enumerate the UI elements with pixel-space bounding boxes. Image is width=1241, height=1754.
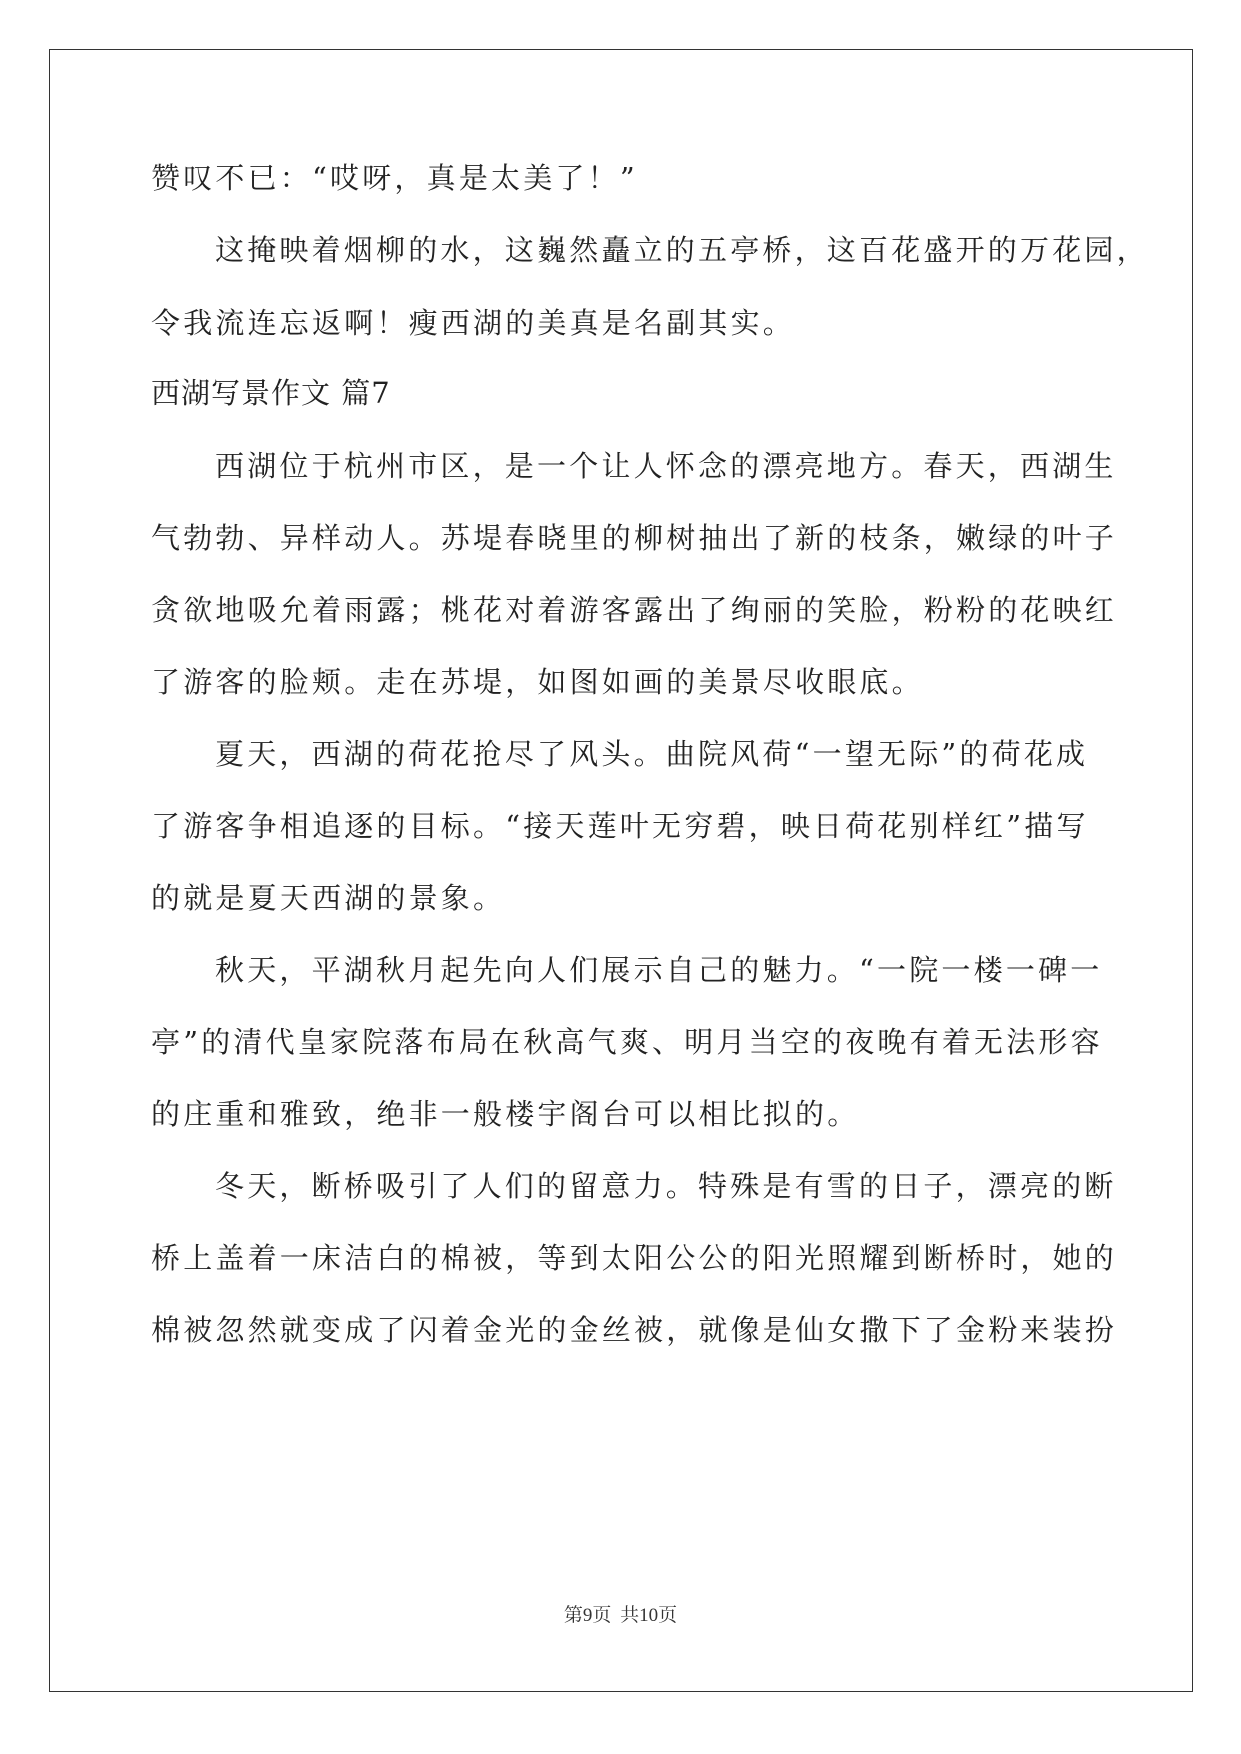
paragraph-line: 夏天，西湖的荷花抢尽了风头。曲院风荷“一望无际”的荷花成 bbox=[215, 737, 1089, 771]
paragraph-line: 的就是夏天西湖的景象。 bbox=[151, 881, 506, 915]
paragraph-line: 亭”的清代皇家院落布局在秋高气爽、明月当空的夜晚有着无法形容 bbox=[151, 1025, 1103, 1059]
paragraph-line: 令我流连忘返啊！瘦西湖的美真是名副其实。 bbox=[151, 306, 796, 340]
paragraph-line: 了游客争相追逐的目标。“接天莲叶无穷碧，映日荷花别样红”描写 bbox=[151, 809, 1089, 843]
paragraph-line: 冬天，断桥吸引了人们的留意力。特殊是有雪的日子，漂亮的断 bbox=[215, 1169, 1117, 1203]
page-border bbox=[49, 49, 1193, 1692]
page-number-label: 第9页 bbox=[563, 1605, 612, 1626]
paragraph-line: 桥上盖着一床洁白的棉被，等到太阳公公的阳光照耀到断桥时，她的 bbox=[151, 1241, 1118, 1275]
section-heading: 西湖写景作文 篇7 bbox=[151, 376, 391, 410]
paragraph-line: 棉被忽然就变成了闪着金光的金丝被，就像是仙女撒下了金粉来装扮 bbox=[151, 1313, 1118, 1347]
paragraph-line: 的庄重和雅致，绝非一般楼宇阁台可以相比拟的。 bbox=[151, 1097, 860, 1131]
paragraph-line: 西湖位于杭州市区，是一个让人怀念的漂亮地方。春天，西湖生 bbox=[215, 449, 1117, 483]
paragraph-line: 赞叹不已：“哎呀，真是太美了！” bbox=[151, 161, 638, 195]
paragraph-line: 贪欲地吸允着雨露；桃花对着游客露出了绚丽的笑脸，粉粉的花映红 bbox=[151, 593, 1118, 627]
total-pages-label: 共10页 bbox=[620, 1605, 678, 1626]
paragraph-line: 这掩映着烟柳的水，这巍然矗立的五亭桥，这百花盛开的万花园， bbox=[215, 233, 1149, 267]
paragraph-line: 了游客的脸颊。走在苏堤，如图如画的美景尽收眼底。 bbox=[151, 665, 924, 699]
paragraph-line: 气勃勃、异样动人。苏堤春晓里的柳树抽出了新的枝条，嫩绿的叶子 bbox=[151, 521, 1118, 555]
page-footer bbox=[0, 1600, 1241, 1627]
paragraph-line: 秋天，平湖秋月起先向人们展示自己的魅力。“一院一楼一碑一 bbox=[215, 953, 1103, 987]
